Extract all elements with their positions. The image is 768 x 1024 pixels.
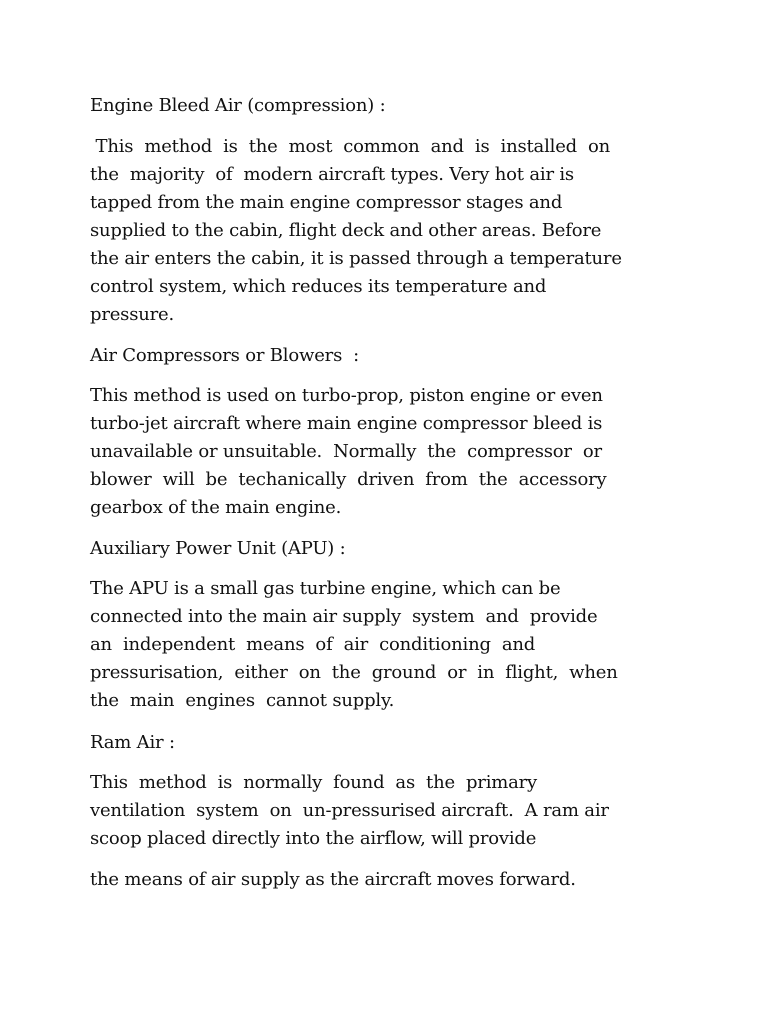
paragraph-line: the majority of modern aircraft types. Very hot air is bbox=[90, 164, 574, 185]
paragraph-line: the main engines cannot supply. bbox=[90, 690, 395, 711]
paragraph-line: This method is the most common and is installed on bbox=[90, 136, 611, 157]
paragraph-line: the means of air supply as the aircraft moves forward. bbox=[90, 869, 576, 890]
paragraph-line: control system, which reduces its temperature and bbox=[90, 276, 547, 297]
paragraph-line: pressure. bbox=[90, 304, 175, 325]
paragraph-line: scoop placed directly into the airflow, will provide bbox=[90, 828, 537, 849]
paragraph-line: pressurisation, either on the ground or in flight, when bbox=[90, 662, 618, 683]
paragraph-line: This method is normally found as the primary bbox=[90, 772, 538, 793]
paragraph-line: This method is used on turbo-prop, piston engine or even bbox=[90, 385, 603, 406]
paragraph-line: supplied to the cabin, flight deck and other areas. Before bbox=[90, 220, 602, 241]
paragraph-line: turbo-jet aircraft where main engine compressor bleed is bbox=[90, 413, 603, 434]
section-heading: Engine Bleed Air (compression) : bbox=[90, 95, 386, 116]
paragraph-line: an independent means of air conditioning and bbox=[90, 634, 536, 655]
section-heading: Ram Air : bbox=[90, 732, 175, 753]
paragraph-line: gearbox of the main engine. bbox=[90, 497, 342, 518]
paragraph-line: unavailable or unsuitable. Normally the compressor or bbox=[90, 441, 602, 462]
section-heading: Auxiliary Power Unit (APU) : bbox=[90, 538, 346, 559]
paragraph-line: the air enters the cabin, it is passed through a temperature bbox=[90, 248, 622, 269]
paragraph-line: The APU is a small gas turbine engine, which can be bbox=[90, 578, 561, 599]
paragraph-line: ventilation system on un-pressurised aircraft. A ram air bbox=[90, 800, 609, 821]
paragraph-line: blower will be techanically driven from the accessory bbox=[90, 469, 607, 490]
paragraph-line: connected into the main air supply system and provide bbox=[90, 606, 598, 627]
paragraph-line: tapped from the main engine compressor stages and bbox=[90, 192, 563, 213]
section-heading: Air Compressors or Blowers : bbox=[90, 345, 360, 366]
